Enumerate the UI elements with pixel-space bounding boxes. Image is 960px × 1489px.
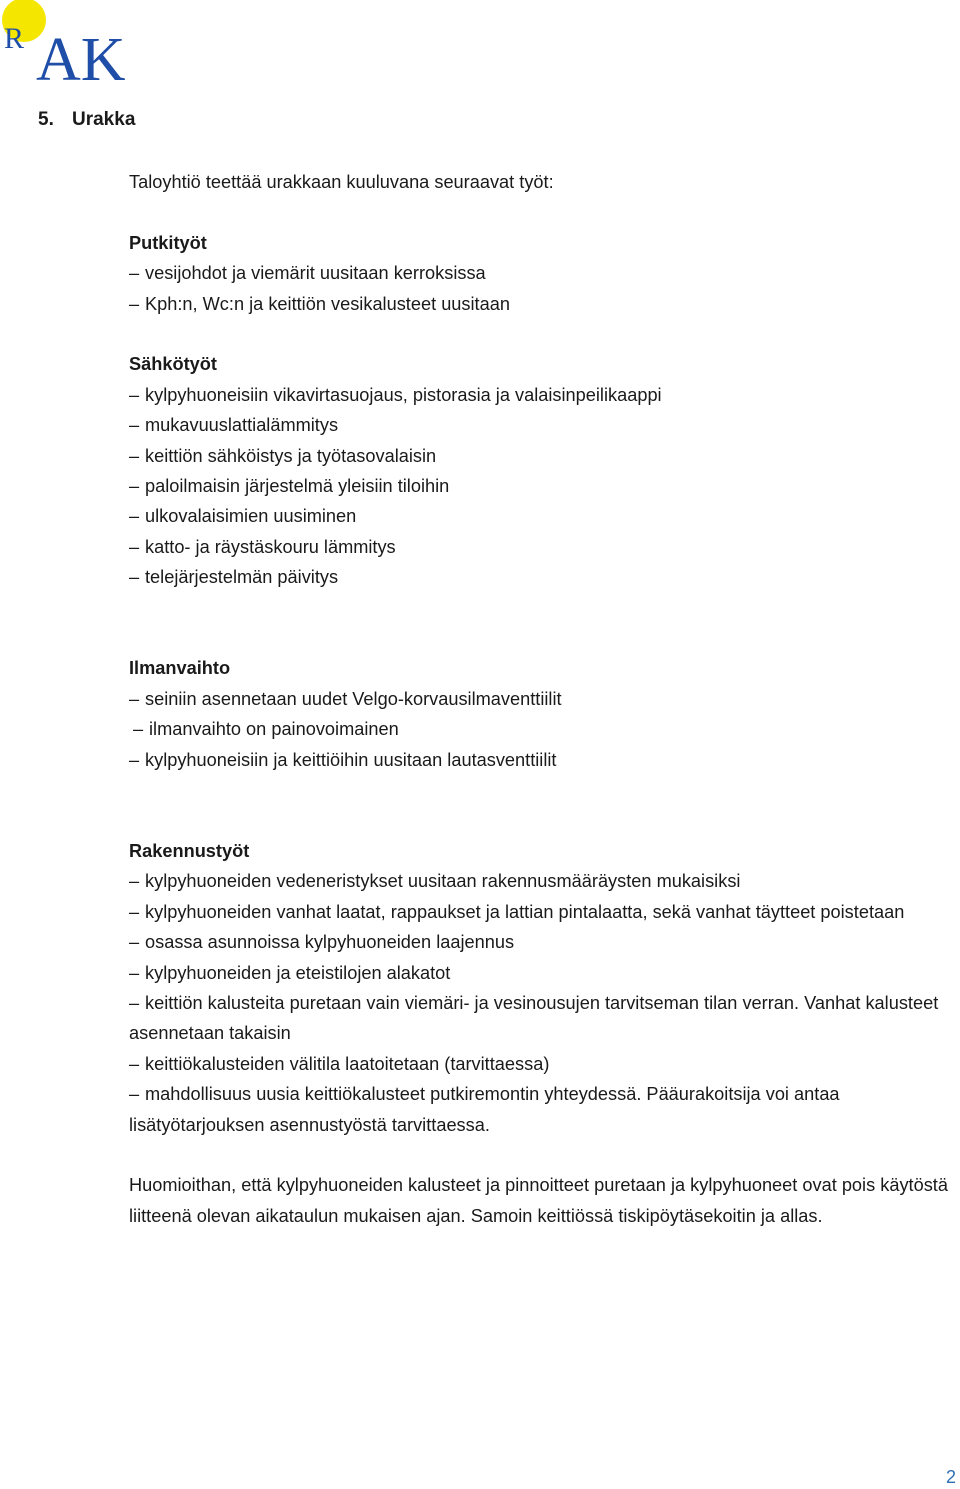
group-rakennustyot [129,836,959,1140]
dash: – [129,1084,140,1105]
list-item-text: ulkovalaisimien uusiminen [145,506,357,527]
list-item [129,471,959,501]
list-item [129,380,959,410]
dash: – [129,1053,140,1074]
dash: – [129,263,140,284]
list-item [129,258,959,288]
list-item-text: keittiön sähköistys ja työtasovalaisin [145,445,437,466]
dash: – [129,901,140,922]
list-item [129,958,959,988]
dash: – [129,476,140,497]
list-item [129,866,959,896]
logo-letter-r: R [4,22,25,55]
list-item-text: katto- ja räystäskouru lämmitys [145,536,396,557]
rak-logo-graphic [0,0,140,84]
list-item [129,684,959,714]
list-item [129,562,959,592]
dash: – [133,719,144,740]
list-item [129,1049,959,1079]
document-body [129,167,959,1231]
list-item-text: osassa asunnoissa kylpyhuoneiden laajennus [145,932,515,953]
list-item [129,988,959,1049]
dash: – [129,536,140,557]
list-item-text: mukavuuslattialämmitys [145,415,339,436]
list-item-text: Kph:n, Wc:n ja keittiön vesikalusteet uusitaan [145,293,510,314]
dash: – [129,506,140,527]
group-putkityot [129,228,959,319]
list-item [129,441,959,471]
list-item [129,501,959,531]
page-number: 2 [945,1467,956,1487]
list-item [129,927,959,957]
dash: – [129,962,140,983]
list-item [129,289,959,319]
list-item-text: kylpyhuoneiden vedeneristykset uusitaan rakennusmääräysten mukaisiksi [145,871,741,892]
list-item [129,714,959,744]
group-title: Rakennustyöt [129,840,250,861]
list-item [129,410,959,440]
dash: – [129,293,140,314]
list-item-text: telejärjestelmän päivitys [145,567,339,588]
section-heading [38,106,135,134]
dash: – [129,445,140,466]
list-item-text: mahdollisuus uusia keittiökalusteet putkiremontin yhteydessä. Pääurakoitsija voi antaa lisätyötarjouksen asennustyöstä tarvittaessa. [129,1084,840,1135]
dash: – [129,384,140,405]
dash: – [129,992,140,1013]
list-item [129,1079,959,1140]
dash: – [129,567,140,588]
list-item-text: ilmanvaihto on painovoimainen [149,719,399,740]
list-item-text: seiniin asennetaan uudet Velgo-korvausilmaventtiilit [145,688,562,709]
list-item [129,745,959,775]
list-item-text: paloilmaisin järjestelmä yleisiin tiloihin [145,476,450,497]
list-item-text: kylpyhuoneiden vanhat laatat, rappaukset ja lattian pintalaatta, sekä vanhat täytteet poistetaan [145,901,905,922]
dash: – [129,415,140,436]
list-item [129,532,959,562]
list-item-text: kylpyhuoneisiin ja keittiöihin uusitaan lautasventtiilit [145,749,557,770]
dash: – [129,932,140,953]
group-sahkotyot [129,349,959,592]
intro-text: Taloyhtiö teettää urakkaan kuuluvana seuraavat työt: [129,172,554,192]
rak-logo [0,0,140,84]
logo-letters-ak: AK [36,26,126,84]
group-title: Ilmanvaihto [129,658,231,679]
group-title: Sähkötyöt [129,354,217,375]
group-ilmanvaihto [129,653,959,775]
section-number: 5. [38,109,54,130]
dash: – [129,749,140,770]
section-title: Urakka [72,109,136,130]
list-item [129,897,959,927]
dash: – [129,688,140,709]
dash: – [129,871,140,892]
group-title: Putkityöt [129,232,207,253]
note-paragraph: Huomioithan, että kylpyhuoneiden kalusteet ja pinnoitteet puretaan ja kylpyhuoneet ovat pois käytöstä liitteenä olevan aikataulun mukaisen ajan. Samoin keittiössä tiskipöytäsekoitin ja allas. [129,1175,948,1226]
list-item-text: keittiön kalusteita puretaan vain viemäri- ja vesinousujen tarvitseman tilan verran. Vanhat kalusteet asennetaan takaisin [129,992,939,1044]
list-item-text: keittiökalusteiden välitila laatoitetaan (tarvittaessa) [145,1053,550,1074]
list-item-text: kylpyhuoneisiin vikavirtasuojaus, pistorasia ja valaisinpeilikaappi [145,384,662,405]
list-item-text: vesijohdot ja viemärit uusitaan kerroksissa [145,263,486,284]
list-item-text: kylpyhuoneiden ja eteistilojen alakatot [145,962,451,983]
